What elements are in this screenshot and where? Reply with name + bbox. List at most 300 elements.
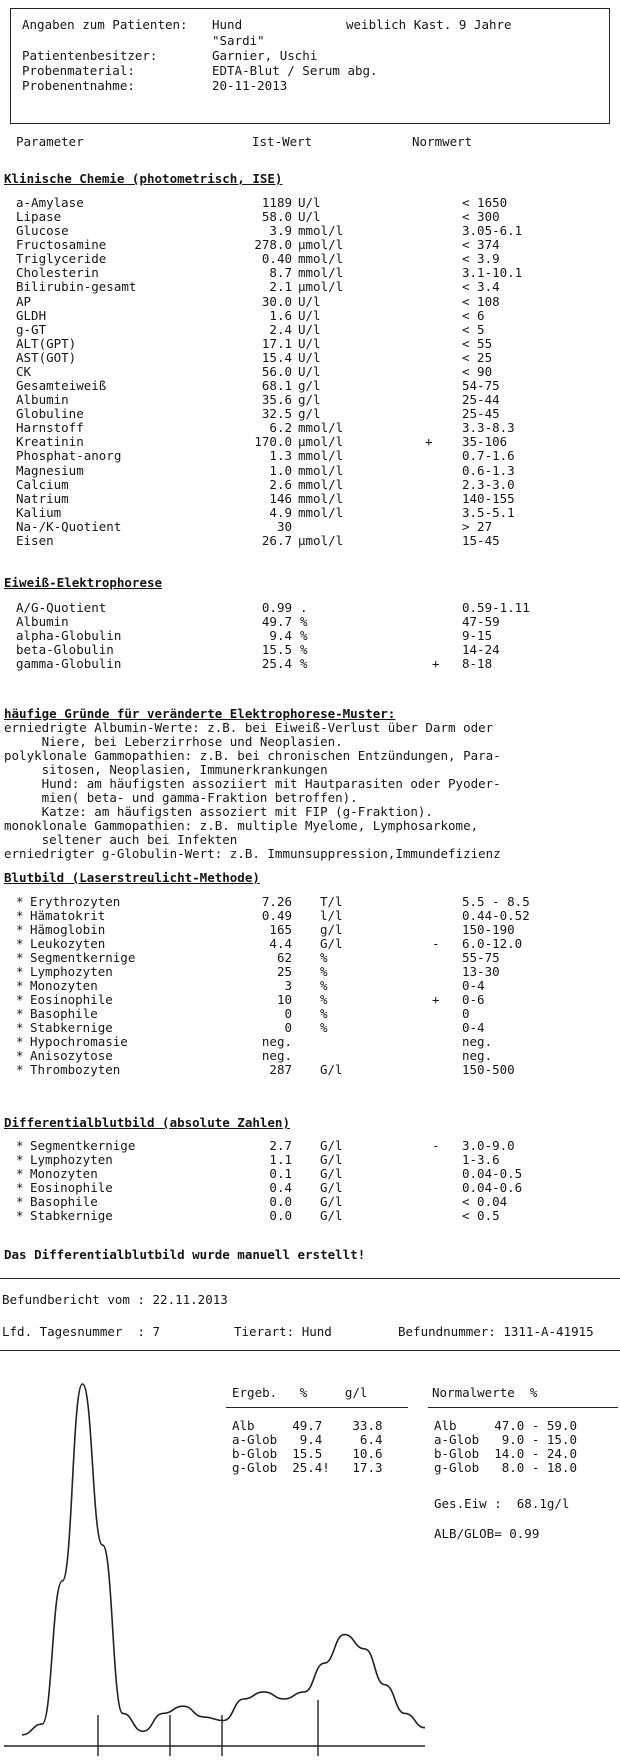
cell-name: Eisen	[16, 532, 54, 548]
cell-value: 0.4	[269, 1180, 292, 1195]
table-row	[0, 979, 620, 993]
bullet-marker: *	[16, 1138, 24, 1153]
table-row	[0, 323, 620, 337]
cell-unit: mmol/l	[298, 265, 344, 281]
cell-unit: mmol/l	[298, 476, 344, 492]
cell-name: GLDH	[16, 307, 47, 323]
cell-unit: mmol/l	[298, 420, 344, 436]
cell-name: A/G-Quotient	[16, 600, 107, 615]
bloodcount-section-title: Blutbild (Laserstreulicht-Methode)	[4, 870, 260, 885]
cell-name: Anisozytose	[30, 1048, 113, 1063]
reason-line: Hund: am häufigsten assoziiert mit Hautparasiten oder Pyoder-	[4, 776, 501, 791]
cell-unit: U/l	[298, 363, 321, 379]
cell-name: CK	[16, 363, 32, 379]
cell-value: 17.1	[261, 335, 292, 351]
cell-range: 0-4	[462, 978, 485, 993]
cell-value: 4.4	[269, 936, 292, 951]
cell-name: Hämatokrit	[30, 908, 106, 923]
cell-unit: .	[300, 600, 308, 615]
cell-value: 4.9	[269, 504, 292, 520]
sampling-date: 20-11-2013	[212, 78, 288, 93]
cell-value: 146	[269, 490, 292, 506]
cell-value: 165	[269, 922, 292, 937]
table-row	[0, 506, 620, 520]
cell-name: Segmentkernige	[30, 1138, 136, 1153]
table-row	[0, 309, 620, 323]
cell-value: 1.3	[269, 448, 292, 464]
cell-range: 0.44-0.52	[462, 908, 530, 923]
cell-unit: %	[300, 628, 308, 643]
cell-name: Harnstoff	[16, 420, 84, 436]
cell-range: 25-44	[462, 392, 500, 408]
cell-range: < 5	[462, 321, 485, 337]
cell-range: < 374	[462, 237, 500, 253]
cell-name: Kalium	[16, 504, 62, 520]
cell-unit: mmol/l	[298, 251, 344, 267]
cell-value: 0.0	[269, 1208, 292, 1223]
cell-name: Monozyten	[30, 1166, 98, 1181]
cell-unit: G/l	[320, 1194, 343, 1209]
cell-unit: g/l	[298, 392, 321, 408]
cell-name: Albumin	[16, 614, 69, 629]
cell-name: Erythrozyten	[30, 894, 121, 909]
cell-unit: G/l	[320, 1138, 343, 1153]
cell-value: 35.6	[261, 392, 292, 408]
table-row	[0, 629, 620, 643]
cell-value: 25.4	[261, 656, 292, 671]
cell-range: 3.05-6.1	[462, 223, 523, 239]
chemistry-section-title: Klinische Chemie (photometrisch, ISE)	[4, 171, 283, 186]
cell-name: Bilirubin-gesamt	[16, 279, 137, 295]
table-row	[0, 909, 620, 923]
table-row	[0, 601, 620, 615]
table-row	[0, 351, 620, 365]
result-row: b-Glob 15.5 10.6	[232, 1446, 383, 1461]
cell-value: 56.0	[261, 363, 292, 379]
cell-unit: U/l	[298, 195, 321, 210]
bullet-marker: *	[16, 1062, 24, 1077]
cell-unit: µmol/l	[298, 434, 344, 450]
cell-name: Albumin	[16, 392, 69, 408]
cell-range: 0.04-0.5	[462, 1166, 523, 1181]
cell-value: 170.0	[254, 434, 292, 450]
cell-value: 68.1	[261, 378, 292, 394]
cell-range: 2.3-3.0	[462, 476, 515, 492]
cell-unit: %	[320, 992, 328, 1007]
bullet-marker: *	[16, 1048, 24, 1063]
results-header: Ergeb. % g/l	[232, 1385, 368, 1400]
day-number: Lfd. Tagesnummer : 7	[2, 1324, 161, 1339]
cell-range: 6.0-12.0	[462, 936, 523, 951]
cell-unit: U/l	[298, 321, 321, 337]
owner-label: Patientenbesitzer:	[22, 48, 158, 63]
normal-values-header: Normalwerte %	[432, 1385, 538, 1400]
cell-range: 8-18	[462, 656, 493, 671]
bullet-marker: *	[16, 908, 24, 923]
cell-name: Leukozyten	[30, 936, 106, 951]
cell-range: < 1650	[462, 195, 508, 210]
differential-note: Das Differentialblutbild wurde manuell erstellt!	[4, 1247, 366, 1262]
table-row	[0, 520, 620, 534]
cell-name: Eosinophile	[30, 1180, 113, 1195]
table-row	[0, 1209, 620, 1223]
cell-range: < 6	[462, 307, 485, 323]
table-row	[0, 937, 620, 951]
cell-flag: +	[432, 992, 440, 1007]
owner-name: Garnier, Uschi	[212, 48, 318, 63]
cell-name: gamma-Globulin	[16, 656, 122, 671]
cell-unit: G/l	[320, 1152, 343, 1167]
table-row	[0, 492, 620, 506]
cell-range: 0-6	[462, 992, 485, 1007]
table-row	[0, 1153, 620, 1167]
cell-unit: %	[320, 978, 328, 993]
cell-unit: mmol/l	[298, 462, 344, 478]
cell-value: 8.7	[269, 265, 292, 281]
bullet-marker: *	[16, 1006, 24, 1021]
cell-value: 278.0	[254, 237, 292, 253]
cell-unit: G/l	[320, 936, 343, 951]
cell-range: < 55	[462, 335, 493, 351]
cell-value: 3	[284, 978, 292, 993]
cell-range: < 108	[462, 293, 500, 309]
material-label: Probenmaterial:	[22, 63, 135, 78]
cell-name: Thrombozyten	[30, 1062, 121, 1077]
cell-unit: G/l	[320, 1062, 343, 1077]
table-row	[0, 965, 620, 979]
cell-value: 287	[269, 1062, 292, 1077]
cell-unit: U/l	[298, 209, 321, 225]
cell-range: 3.1-10.1	[462, 265, 523, 281]
cell-name: AP	[16, 293, 32, 309]
result-row: g-Glob 25.4! 17.3	[232, 1460, 383, 1475]
table-row	[0, 337, 620, 351]
cell-range: 25-45	[462, 406, 500, 422]
cell-name: Basophile	[30, 1194, 98, 1209]
bullet-marker: *	[16, 1166, 24, 1181]
cell-value: 1.1	[269, 1152, 292, 1167]
cell-range: 55-75	[462, 950, 500, 965]
normal-header-rule	[428, 1407, 618, 1408]
cell-unit: U/l	[298, 307, 321, 323]
cell-flag: -	[432, 936, 440, 951]
table-row	[0, 1167, 620, 1181]
cell-unit: g/l	[320, 922, 343, 937]
bullet-marker: *	[16, 1020, 24, 1035]
cell-name: Cholesterin	[16, 265, 99, 281]
cell-unit: %	[320, 1006, 328, 1021]
cell-range: 0.04-0.6	[462, 1180, 523, 1195]
cell-value: 0.49	[261, 908, 292, 923]
cell-range: 35-106	[462, 434, 508, 450]
cell-unit: µmol/l	[298, 279, 344, 295]
cell-value: 7.26	[261, 894, 292, 909]
bullet-marker: *	[16, 978, 24, 993]
cell-name: Triglyceride	[16, 251, 107, 267]
column-header-parameter: Parameter	[16, 134, 84, 149]
result-row: a-Glob 9.4 6.4	[232, 1432, 383, 1447]
table-row	[0, 951, 620, 965]
normal-value-row: b-Glob 14.0 - 24.0	[434, 1446, 577, 1461]
cell-range: 3.0-9.0	[462, 1138, 515, 1153]
cell-value: 0	[284, 1020, 292, 1035]
table-row	[0, 923, 620, 937]
patient-sex-age: weiblich Kast. 9 Jahre	[346, 17, 512, 32]
cell-name: ALT(GPT)	[16, 335, 77, 351]
cell-name: Calcium	[16, 476, 69, 492]
cell-unit: %	[320, 964, 328, 979]
cell-value: 30.0	[261, 293, 292, 309]
bullet-marker: *	[16, 964, 24, 979]
bullet-marker: *	[16, 894, 24, 909]
table-row	[0, 1049, 620, 1063]
cell-value: 26.7	[261, 532, 292, 548]
reason-line: Niere, bei Leberzirrhose und Neoplasien.	[4, 734, 343, 749]
cell-name: Magnesium	[16, 462, 84, 478]
reason-line: polyklonale Gammopathien: z.B. bei chronischen Entzündungen, Para-	[4, 748, 501, 763]
cell-value: 9.4	[269, 628, 292, 643]
cell-range: 3.5-5.1	[462, 504, 515, 520]
table-row	[0, 1139, 620, 1153]
cell-name: Lymphozyten	[30, 1152, 113, 1167]
report-number: Befundnummer: 1311-A-41915	[398, 1324, 594, 1339]
cell-name: Glucose	[16, 223, 69, 239]
cell-value: 10	[276, 992, 292, 1007]
cell-range: < 0.5	[462, 1208, 500, 1223]
cell-name: Eosinophile	[30, 992, 113, 1007]
cell-unit: %	[300, 656, 308, 671]
cell-range: < 3.9	[462, 251, 500, 267]
cell-range: < 0.04	[462, 1194, 508, 1209]
cell-name: Na-/K-Quotient	[16, 518, 122, 534]
table-row	[0, 615, 620, 629]
cell-name: Lymphozyten	[30, 964, 113, 979]
alb-glob-ratio: ALB/GLOB= 0.99	[434, 1526, 540, 1541]
table-row	[0, 224, 620, 238]
cell-value: 32.5	[261, 406, 292, 422]
report-divider	[0, 1278, 620, 1279]
cell-unit: G/l	[320, 1166, 343, 1181]
normal-value-row: a-Glob 9.0 - 15.0	[434, 1432, 577, 1447]
table-row	[0, 895, 620, 909]
bullet-marker: *	[16, 1208, 24, 1223]
table-row	[0, 379, 620, 393]
cell-name: Natrium	[16, 490, 69, 506]
cell-name: AST(GOT)	[16, 349, 77, 365]
cell-range: 0	[462, 1006, 470, 1021]
cell-unit: l/l	[320, 908, 343, 923]
cell-range: 150-500	[462, 1062, 515, 1077]
material-value: EDTA-Blut / Serum abg.	[212, 63, 378, 78]
cell-value: 15.4	[261, 349, 292, 365]
cell-name: Fructosamine	[16, 237, 107, 253]
cell-value: 0.99	[261, 600, 292, 615]
cell-value: 49.7	[261, 614, 292, 629]
cell-unit: µmol/l	[298, 532, 344, 548]
cell-value: 0.1	[269, 1166, 292, 1181]
cell-unit: U/l	[298, 335, 321, 351]
bullet-marker: *	[16, 1152, 24, 1167]
reason-line: mien( beta- und gamma-Fraktion betroffen).	[4, 790, 358, 805]
cell-name: Monozyten	[30, 978, 98, 993]
report-date: Befundbericht vom : 22.11.2013	[2, 1292, 228, 1307]
report-divider-2	[0, 1350, 620, 1351]
cell-unit: %	[320, 950, 328, 965]
column-header-value: Ist-Wert	[252, 134, 313, 149]
cell-name: g-GT	[16, 321, 47, 337]
cell-unit: µmol/l	[298, 237, 344, 253]
table-row	[0, 365, 620, 379]
table-row	[0, 266, 620, 280]
cell-range: 0.7-1.6	[462, 448, 515, 464]
bullet-marker: *	[16, 992, 24, 1007]
reason-line: monoklonale Gammopathien: z.B. multiple Myelome, Lymphosarkome,	[4, 818, 479, 833]
cell-value: 0	[284, 1006, 292, 1021]
cell-value: 0.0	[269, 1194, 292, 1209]
cell-name: Stabkernige	[30, 1208, 113, 1223]
cell-name: Phosphat-anorg	[16, 448, 122, 464]
cell-value: 2.7	[269, 1138, 292, 1153]
cell-value: 1189	[261, 195, 292, 210]
cell-name: Hämoglobin	[30, 922, 106, 937]
cell-value: 1.0	[269, 462, 292, 478]
table-row	[0, 1181, 620, 1195]
table-row	[0, 435, 620, 449]
cell-range: 15-45	[462, 532, 500, 548]
table-row	[0, 993, 620, 1007]
reason-line: erniedrigte Albumin-Werte: z.B. bei Eiweiß-Verlust über Darm oder	[4, 720, 494, 735]
column-header-normal: Normwert	[412, 134, 473, 149]
table-row	[0, 407, 620, 421]
cell-range: 140-155	[462, 490, 515, 506]
cell-name: a-Amylase	[16, 195, 84, 210]
table-row	[0, 393, 620, 407]
sampling-label: Probenentnahme:	[22, 78, 135, 93]
cell-value: 3.9	[269, 223, 292, 239]
differential-section-title: Differentialblutbild (absolute Zahlen)	[4, 1115, 290, 1130]
cell-unit: mmol/l	[298, 490, 344, 506]
cell-range: 3.3-8.3	[462, 420, 515, 436]
cell-unit: g/l	[298, 378, 321, 394]
cell-unit: mmol/l	[298, 223, 344, 239]
cell-name: Globuline	[16, 406, 84, 422]
cell-name: Segmentkernige	[30, 950, 136, 965]
table-row	[0, 534, 620, 548]
cell-value: 6.2	[269, 420, 292, 436]
cell-range: 0.6-1.3	[462, 462, 515, 478]
cell-range: 54-75	[462, 378, 500, 394]
bullet-marker: *	[16, 936, 24, 951]
cell-unit: %	[320, 1020, 328, 1035]
cell-flag: -	[432, 1138, 440, 1153]
cell-name: alpha-Globulin	[16, 628, 122, 643]
cell-name: Stabkernige	[30, 1020, 113, 1035]
cell-value: 30	[276, 518, 292, 534]
table-row	[0, 196, 620, 210]
cell-range: neg.	[462, 1034, 493, 1049]
cell-value: 2.1	[269, 279, 292, 295]
cell-range: 0-4	[462, 1020, 485, 1035]
cell-range: < 25	[462, 349, 493, 365]
patient-species: Hund	[212, 17, 243, 32]
cell-range: < 3.4	[462, 279, 500, 295]
bullet-marker: *	[16, 1180, 24, 1195]
cell-range: 0.59-1.11	[462, 600, 530, 615]
reason-line: erniedrigter g-Globulin-Wert: z.B. Immunsuppression,Immundefizienz	[4, 846, 501, 861]
table-row	[0, 464, 620, 478]
total-protein: Ges.Eiw : 68.1g/l	[434, 1496, 570, 1511]
cell-name: Basophile	[30, 1006, 98, 1021]
table-row	[0, 643, 620, 657]
table-row	[0, 1021, 620, 1035]
table-row	[0, 210, 620, 224]
cell-flag: +	[432, 656, 440, 671]
patient-label: Angaben zum Patienten:	[22, 17, 188, 32]
cell-flag: +	[425, 434, 433, 450]
cell-unit: mmol/l	[298, 448, 344, 464]
reason-line: seltener auch bei Infekten	[4, 832, 238, 847]
cell-range: neg.	[462, 1048, 493, 1063]
cell-name: Hypochromasie	[30, 1034, 128, 1049]
cell-range: 14-24	[462, 642, 500, 657]
cell-name: beta-Globulin	[16, 642, 114, 657]
bullet-marker: *	[16, 1194, 24, 1209]
table-row	[0, 280, 620, 294]
table-row	[0, 295, 620, 309]
cell-unit: U/l	[298, 349, 321, 365]
table-row	[0, 238, 620, 252]
cell-value: 2.4	[269, 321, 292, 337]
table-row	[0, 657, 620, 671]
normal-value-row: Alb 47.0 - 59.0	[434, 1418, 577, 1433]
electrophoresis-section-title: Eiweiß-Elektrophorese	[4, 575, 163, 590]
species-label: Tierart: Hund	[234, 1324, 332, 1339]
normal-value-row: g-Glob 8.0 - 18.0	[434, 1460, 577, 1475]
cell-value: 62	[276, 950, 292, 965]
cell-unit: G/l	[320, 1208, 343, 1223]
bullet-marker: *	[16, 922, 24, 937]
table-row	[0, 1195, 620, 1209]
cell-name: Kreatinin	[16, 434, 84, 450]
patient-name: "Sardi"	[212, 33, 265, 48]
cell-value: 0.40	[261, 251, 292, 267]
cell-value: 2.6	[269, 476, 292, 492]
cell-range: 150-190	[462, 922, 515, 937]
reasons-title: häufige Gründe für veränderte Elektrophorese-Muster:	[4, 706, 396, 721]
cell-value: 58.0	[261, 209, 292, 225]
cell-range: 13-30	[462, 964, 500, 979]
cell-unit: mmol/l	[298, 504, 344, 520]
cell-value: neg.	[261, 1048, 292, 1063]
cell-unit: g/l	[298, 406, 321, 422]
result-row: Alb 49.7 33.8	[232, 1418, 383, 1433]
reason-line: sitosen, Neoplasien, Immunerkrankungen	[4, 762, 328, 777]
cell-range: 1-3.6	[462, 1152, 500, 1167]
cell-range: 5.5 - 8.5	[462, 894, 530, 909]
cell-unit: U/l	[298, 293, 321, 309]
cell-value: neg.	[261, 1034, 292, 1049]
table-row	[0, 1063, 620, 1077]
cell-value: 25	[276, 964, 292, 979]
table-row	[0, 478, 620, 492]
cell-range: < 90	[462, 363, 493, 379]
bullet-marker: *	[16, 1034, 24, 1049]
cell-name: Gesamteiweiß	[16, 378, 107, 394]
cell-range: 47-59	[462, 614, 500, 629]
table-row	[0, 252, 620, 266]
cell-unit: %	[300, 614, 308, 629]
results-header-rule	[226, 1407, 408, 1408]
